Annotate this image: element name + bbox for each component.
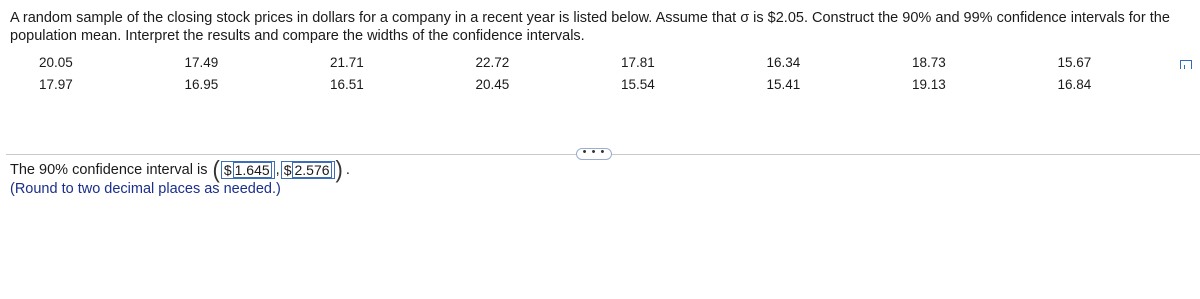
upper-bound-value: 2.576 [294,162,330,178]
table-cell: 15.67 [1057,55,1092,70]
lower-bound-input[interactable] [221,161,275,179]
table-cell: 18.73 [912,55,946,70]
question-text: A random sample of the closing stock prices in dollars for a company in a recent year is listed below. Assume that σ is $2.05. Construct the 90% and 99% confidence intervals for the population mean. Interpret the results and compare the widths of the confidence intervals. [10,10,1170,44]
rounding-hint: (Round to two decimal places as needed.) [10,181,281,197]
table-cell: 15.41 [766,77,801,92]
table-cell: 16.51 [330,77,364,92]
table-cell: 16.84 [1057,77,1092,92]
dollar-sign: $ [283,162,292,178]
more-button[interactable]: • • • [576,148,612,160]
close-paren: ) [335,155,343,184]
table-cell: 16.95 [184,77,219,92]
table-cell: 17.97 [39,77,73,92]
table-cell: 21.71 [330,55,364,70]
dollar-sign: $ [223,162,232,178]
expand-icon[interactable] [1180,60,1192,69]
answer-prefix: The 90% confidence interval is [10,162,208,178]
table-cell: 16.34 [766,55,801,70]
table-cell: 19.13 [912,77,946,92]
table-cell: 22.72 [475,55,510,70]
table-cell: 20.45 [475,77,510,92]
table-cell: 17.81 [621,55,655,70]
upper-bound-input[interactable] [281,161,335,179]
table-cell: 17.49 [184,55,219,70]
answer-line [10,155,350,184]
open-paren: ( [212,155,220,184]
table-cell: 15.54 [621,77,655,92]
lower-bound-value: 1.645 [234,162,270,178]
answer-suffix: . [345,162,350,178]
table-cell: 20.05 [39,55,73,70]
comma: , [275,162,280,178]
